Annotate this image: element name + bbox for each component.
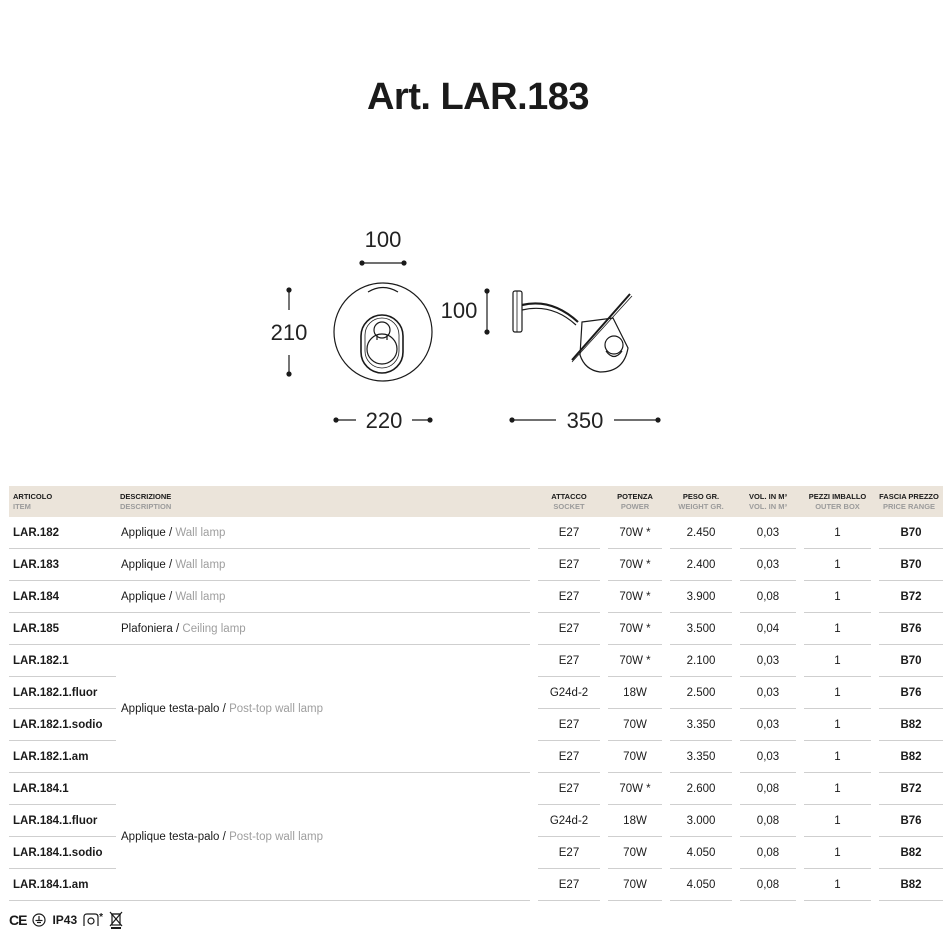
front-view-drawing <box>334 283 432 381</box>
box-value: 1 <box>800 837 875 869</box>
price-value: B82 <box>875 741 943 773</box>
weee-bin-icon <box>109 911 123 929</box>
box-value: 1 <box>800 549 875 581</box>
bulb-class-icon <box>83 913 103 927</box>
socket-value: E27 <box>534 581 604 613</box>
volume-value: 0,03 <box>736 517 800 549</box>
box-value: 1 <box>800 517 875 549</box>
item-description: Applique testa-palo / Post-top wall lamp <box>116 645 534 773</box>
header-price-range: FASCIA PREZZO PRICE RANGE <box>875 486 943 517</box>
item-code: LAR.182.1.am <box>9 741 116 773</box>
price-value: B70 <box>875 549 943 581</box>
item-code: LAR.184.1.fluor <box>9 805 116 837</box>
dim-front-height-label: 210 <box>270 320 308 345</box>
volume-value: 0,03 <box>736 741 800 773</box>
header-item: ARTICOLO ITEM <box>9 486 116 517</box>
item-code: LAR.185 <box>9 613 116 645</box>
power-value: 70W <box>604 869 666 901</box>
price-value: B72 <box>875 581 943 613</box>
power-value: 70W * <box>604 773 666 805</box>
power-value: 70W <box>604 709 666 741</box>
table-row <box>9 773 943 805</box>
table-row <box>9 549 943 581</box>
box-value: 1 <box>800 709 875 741</box>
box-value: 1 <box>800 805 875 837</box>
volume-value: 0,08 <box>736 773 800 805</box>
item-code: LAR.182 <box>9 517 116 549</box>
socket-value: E27 <box>534 741 604 773</box>
item-description: Applique testa-palo / Post-top wall lamp <box>116 773 534 901</box>
table-row <box>9 517 943 549</box>
weight-value: 4.050 <box>666 869 736 901</box>
box-value: 1 <box>800 773 875 805</box>
item-description: Applique / Wall lamp <box>116 581 534 613</box>
weight-value: 2.600 <box>666 773 736 805</box>
header-description: DESCRIZIONE DESCRIPTION <box>116 486 534 517</box>
ip43-label: IP43 <box>52 913 78 927</box>
price-value: B76 <box>875 805 943 837</box>
volume-value: 0,08 <box>736 869 800 901</box>
dim-base-width-label: 220 <box>365 408 403 433</box>
ground-icon <box>32 913 46 927</box>
power-value: 70W <box>604 741 666 773</box>
power-value: 70W * <box>604 581 666 613</box>
socket-value: E27 <box>534 549 604 581</box>
table-row <box>9 581 943 613</box>
item-code: LAR.184.1 <box>9 773 116 805</box>
volume-value: 0,08 <box>736 581 800 613</box>
price-value: B76 <box>875 613 943 645</box>
socket-value: G24d-2 <box>534 677 604 709</box>
price-value: B82 <box>875 869 943 901</box>
price-value: B82 <box>875 709 943 741</box>
power-value: 70W * <box>604 645 666 677</box>
volume-value: 0,03 <box>736 549 800 581</box>
header-socket: ATTACCO SOCKET <box>534 486 604 517</box>
dim-side-depth-label: 350 <box>566 408 604 433</box>
dim-front-width-label: 100 <box>364 227 402 252</box>
weight-value: 2.100 <box>666 645 736 677</box>
header-weight: PESO GR. WEIGHT GR. <box>666 486 736 517</box>
socket-value: E27 <box>534 869 604 901</box>
weight-value: 4.050 <box>666 837 736 869</box>
item-code: LAR.182.1.fluor <box>9 677 116 709</box>
item-code: LAR.184 <box>9 581 116 613</box>
volume-value: 0,03 <box>736 709 800 741</box>
header-power: POTENZA POWER <box>604 486 666 517</box>
weight-value: 3.500 <box>666 613 736 645</box>
table-row <box>9 613 943 645</box>
table-header-row <box>9 486 943 517</box>
socket-value: E27 <box>534 645 604 677</box>
weight-value: 2.400 <box>666 549 736 581</box>
power-value: 70W * <box>604 549 666 581</box>
dimension-side-height <box>485 289 489 334</box>
volume-value: 0,04 <box>736 613 800 645</box>
volume-value: 0,03 <box>736 677 800 709</box>
price-value: B70 <box>875 517 943 549</box>
ce-mark-icon: CE <box>9 912 27 928</box>
power-value: 18W <box>604 805 666 837</box>
item-code: LAR.183 <box>9 549 116 581</box>
price-value: B82 <box>875 837 943 869</box>
price-value: B76 <box>875 677 943 709</box>
power-value: 18W <box>604 677 666 709</box>
weight-value: 2.500 <box>666 677 736 709</box>
table-row <box>9 645 943 677</box>
socket-value: E27 <box>534 709 604 741</box>
item-description: Plafoniera / Ceiling lamp <box>116 613 534 645</box>
technical-drawing <box>0 0 950 470</box>
power-value: 70W <box>604 837 666 869</box>
box-value: 1 <box>800 869 875 901</box>
dim-side-height-label: 100 <box>440 298 478 323</box>
weight-value: 3.900 <box>666 581 736 613</box>
box-value: 1 <box>800 613 875 645</box>
item-code: LAR.182.1 <box>9 645 116 677</box>
socket-value: E27 <box>534 837 604 869</box>
volume-value: 0,03 <box>736 645 800 677</box>
power-value: 70W * <box>604 517 666 549</box>
dimension-front-width <box>360 261 406 265</box>
weight-value: 3.350 <box>666 741 736 773</box>
price-value: B72 <box>875 773 943 805</box>
weight-value: 3.350 <box>666 709 736 741</box>
box-value: 1 <box>800 741 875 773</box>
side-view-drawing <box>513 291 632 372</box>
weight-value: 2.450 <box>666 517 736 549</box>
item-code: LAR.184.1.am <box>9 869 116 901</box>
socket-value: E27 <box>534 773 604 805</box>
volume-value: 0,08 <box>736 837 800 869</box>
socket-value: E27 <box>534 517 604 549</box>
box-value: 1 <box>800 677 875 709</box>
weight-value: 3.000 <box>666 805 736 837</box>
spec-table <box>9 486 943 901</box>
socket-value: E27 <box>534 613 604 645</box>
bulb-class-star: * <box>99 911 104 923</box>
page-title: Art. LAR.183 <box>366 76 590 118</box>
socket-value: G24d-2 <box>534 805 604 837</box>
item-code: LAR.182.1.sodio <box>9 709 116 741</box>
header-outer-box: PEZZI IMBALLO OUTER BOX <box>800 486 875 517</box>
header-volume: VOL. IN M³ VOL. IN M³ <box>736 486 800 517</box>
item-description: Applique / Wall lamp <box>116 517 534 549</box>
power-value: 70W * <box>604 613 666 645</box>
item-description: Applique / Wall lamp <box>116 549 534 581</box>
item-code: LAR.184.1.sodio <box>9 837 116 869</box>
box-value: 1 <box>800 645 875 677</box>
price-value: B70 <box>875 645 943 677</box>
certification-marks <box>9 909 123 931</box>
box-value: 1 <box>800 581 875 613</box>
volume-value: 0,08 <box>736 805 800 837</box>
